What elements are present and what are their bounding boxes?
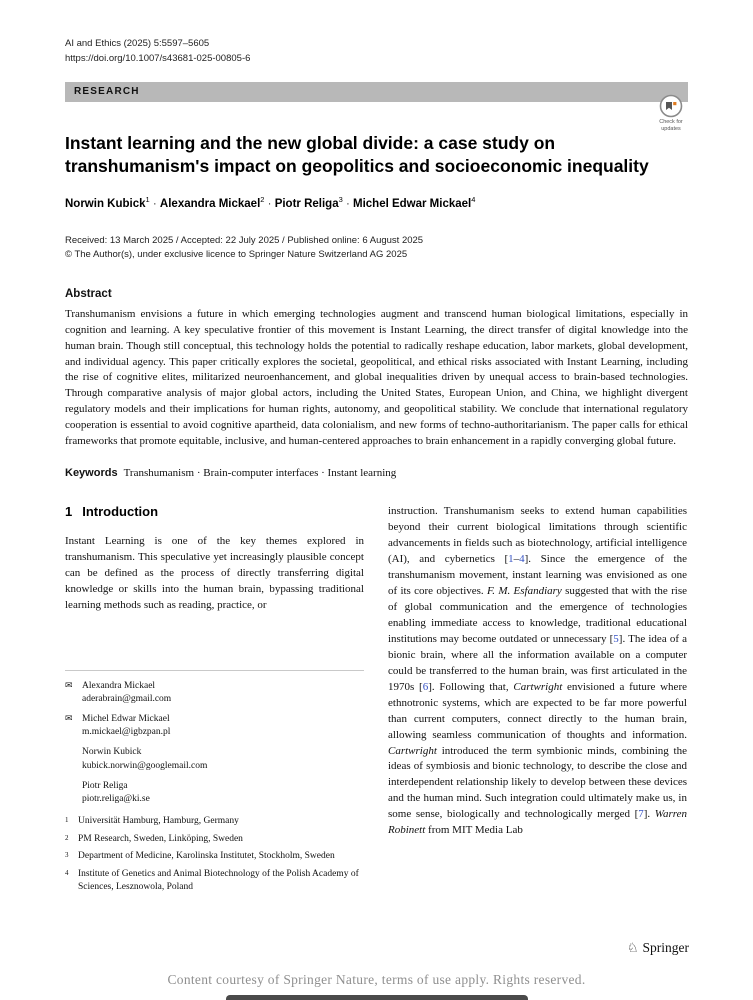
author-affiliation-sup: 1 [145, 195, 150, 205]
abstract-section [65, 288, 688, 449]
affiliation-entry [65, 833, 364, 846]
affiliation-entry [65, 850, 364, 863]
person-name-italic: Warren Robinett [388, 808, 687, 837]
affiliation-number: 2 [65, 833, 69, 842]
body-text-segment: suggested that with the rise of global communication and the emergence of technologies enabling immediate access to knowledge, traditional educational institutions may become outdated or unnecessary [ [388, 585, 687, 645]
body-text-segment: ]. [643, 808, 655, 821]
section-heading-introduction [65, 504, 364, 519]
author-affiliation-sup: 2 [260, 195, 265, 205]
contact-entry [65, 713, 364, 739]
person-name-italic: F. M. Esfandiary [486, 585, 562, 598]
abstract-text: Transhumanism envisions a future in which emerging technologies augment and transcend human biological limitations, especially in cognition and learning. A key speculative frontier of this movement is Instant Learning, the direct transfer of digital knowledge into the human brain. Though still conceptual, this technology holds the potential to radically reshape education, labor markets, global development, and individual agency. This paper critically explores the societal, geopolitical, and ethical risks associated with Instant Learning, including the rise of cognitive elites, militarized neuroenhancement, and global inequalities driven by unequal access to brain-based technologies. Through comparative analysis of major global actors, including the United States, European Union, and China, we highlight divergent regulatory models and their implications for human rights, autonomy, and geopolitical stability. We conclude that international regulatory cooperation is essential to avoid cognitive apartheid, data colonialism, and new forms of techno-authoritarianism. The paper calls for ethical frameworks that promote equitable, inclusive, and human-centered approaches to brain enhancement in a rapidly converging global future. [65, 308, 688, 447]
envelope-icon: ✉ [65, 714, 73, 725]
abstract-heading: Abstract [65, 288, 112, 301]
affiliation-text: Department of Medicine, Karolinska Institutet, Stockholm, Sweden [78, 851, 335, 862]
body-text-segment: – [513, 553, 520, 566]
doi-link[interactable]: https://doi.org/10.1007/s43681-025-00805-6 [65, 53, 251, 64]
article-type-banner: RESEARCH [65, 82, 688, 102]
section-number: 1 [65, 504, 73, 520]
article-dates: Received: 13 March 2025 / Accepted: 22 July 2025 / Published online: 6 August 2025 [65, 235, 424, 247]
body-text-segment: instruction. Transhumanism seeks to extend human capabilities beyond their current biological limitations through scientific advancements in fields such as biotechnology, artificial intelligence (AI), and cybernetics [ [388, 505, 687, 566]
author-name: Michel Edwar Mickael [353, 198, 472, 211]
article-title: Instant learning and the new global divide: a case study on transhumanism's impact on geopolitics and socioeconomic inequality [65, 133, 649, 177]
viewer-toolbar-edge [226, 995, 528, 1000]
contact-entry [65, 680, 364, 706]
contact-email[interactable]: kubick.norwin@googlemail.com [82, 760, 208, 771]
publisher-name: Springer [642, 940, 689, 955]
author-separator: · [342, 198, 353, 211]
right-column [388, 504, 687, 898]
two-column-body [65, 504, 688, 898]
page-header [65, 38, 688, 64]
person-name-italic: Cartwright [388, 744, 437, 757]
body-text-segment: ]. The idea of a bionic brain, where all the information available on a computer could be transferred to the human brain, was first articulated in the 1970s [ [388, 632, 687, 693]
copyright-line: © The Author(s), under exclusive licence to Springer Nature Switzerland AG 2025 [65, 249, 408, 261]
publisher-logo [627, 940, 689, 956]
affiliation-text: Institute of Genetics and Animal Biotechnology of the Polish Academy of Sciences, Lesznowola, Poland [78, 868, 359, 892]
contact-email[interactable]: piotr.religa@ki.se [82, 793, 150, 804]
person-name-italic: Cartwright [513, 680, 563, 693]
contact-name: Michel Edwar Mickael [82, 714, 170, 725]
affiliation-text: PM Research, Sweden, Linköping, Sweden [78, 833, 243, 844]
author-name: Alexandra Mickael [159, 198, 261, 211]
body-text-segment: from MIT Media Lab [425, 824, 523, 837]
check-for-updates-icon [659, 94, 683, 118]
author-separator: · [264, 198, 275, 211]
check-for-updates-label: Check for updates [659, 119, 683, 132]
affiliation-text: Universität Hamburg, Hamburg, Germany [78, 815, 239, 826]
contact-text [82, 746, 364, 772]
springer-knight-icon: ♘ [626, 940, 639, 956]
author-name: Piotr Religa [274, 198, 339, 211]
affiliation-entry [65, 815, 364, 828]
left-column [65, 504, 364, 898]
contact-entry [65, 746, 364, 772]
section-title: Introduction [82, 504, 159, 520]
author-footnotes [65, 670, 364, 898]
contact-name: Alexandra Mickael [82, 681, 156, 692]
affiliation-entry [65, 868, 364, 894]
body-text-segment: introduced the term symbionic minds, combining the ideas of symbiosis and bionic technology, to describe the close and interdependent relationship likely to develop between these devices and the human mind. Such integration could ultimately make us, in some sense, biologically and technologically merged [ [388, 744, 687, 821]
check-for-updates-badge[interactable] [649, 94, 693, 133]
body-text-segment: ]. Since the emergence of the transhumanism movement, instant learning was envisioned as one of its core objectives. [388, 553, 687, 598]
footnote-divider [65, 670, 364, 671]
affiliation-list [65, 815, 364, 894]
keywords-text: Transhumanism · Brain-computer interfaces · Instant learning [123, 467, 397, 480]
contact-text [82, 680, 364, 706]
citation-link[interactable]: 1 [508, 553, 514, 566]
body-text-segment: envisioned a future where ethnotronic systems, which are expected to be far more powerful than current computers, connect directly to the human brain, allowing seamless communication of thoughts and information. [388, 680, 687, 741]
body-text-segment: ]. Following that, [428, 680, 514, 693]
journal-citation: AI and Ethics (2025) 5:5597–5605 [65, 38, 210, 49]
affiliation-number: 4 [65, 868, 69, 877]
affiliation-number: 3 [65, 851, 69, 860]
author-affiliation-sup: 4 [471, 195, 476, 205]
citation-link[interactable]: 7 [638, 808, 644, 821]
envelope-icon: ✉ [65, 681, 73, 692]
contact-name: Norwin Kubick [82, 747, 142, 758]
contact-name: Piotr Religa [82, 780, 128, 791]
keywords-label: Keywords [65, 467, 118, 480]
contact-email[interactable]: aderabrain@gmail.com [82, 694, 172, 705]
affiliation-number: 1 [65, 815, 69, 824]
author-separator: · [149, 198, 160, 211]
copyright-watermark: Content courtesy of Springer Nature, terms of use apply. Rights reserved. [167, 972, 586, 987]
intro-paragraph-right [388, 504, 687, 839]
citation-link[interactable]: 4 [519, 553, 525, 566]
citation-link[interactable]: 6 [422, 680, 429, 693]
intro-paragraph-left: Instant Learning is one of the key themes explored in transhumanism. This speculative yet increasingly plausible concept can be defined as the process of directly transferring digital knowledge or skills into the human brain, bypassing traditional learning methods such as reading, practice, or [65, 535, 364, 612]
citation-link[interactable]: 5 [613, 632, 619, 645]
author-name: Norwin Kubick [65, 198, 146, 211]
contact-text [82, 780, 364, 806]
author-affiliation-sup: 3 [338, 195, 343, 205]
contact-text [82, 713, 364, 739]
contact-entry [65, 780, 364, 806]
contact-email[interactable]: m.mickael@igbzpan.pl [82, 727, 171, 738]
contact-list [65, 680, 364, 806]
keywords-line [65, 467, 688, 479]
author-list [65, 195, 688, 210]
